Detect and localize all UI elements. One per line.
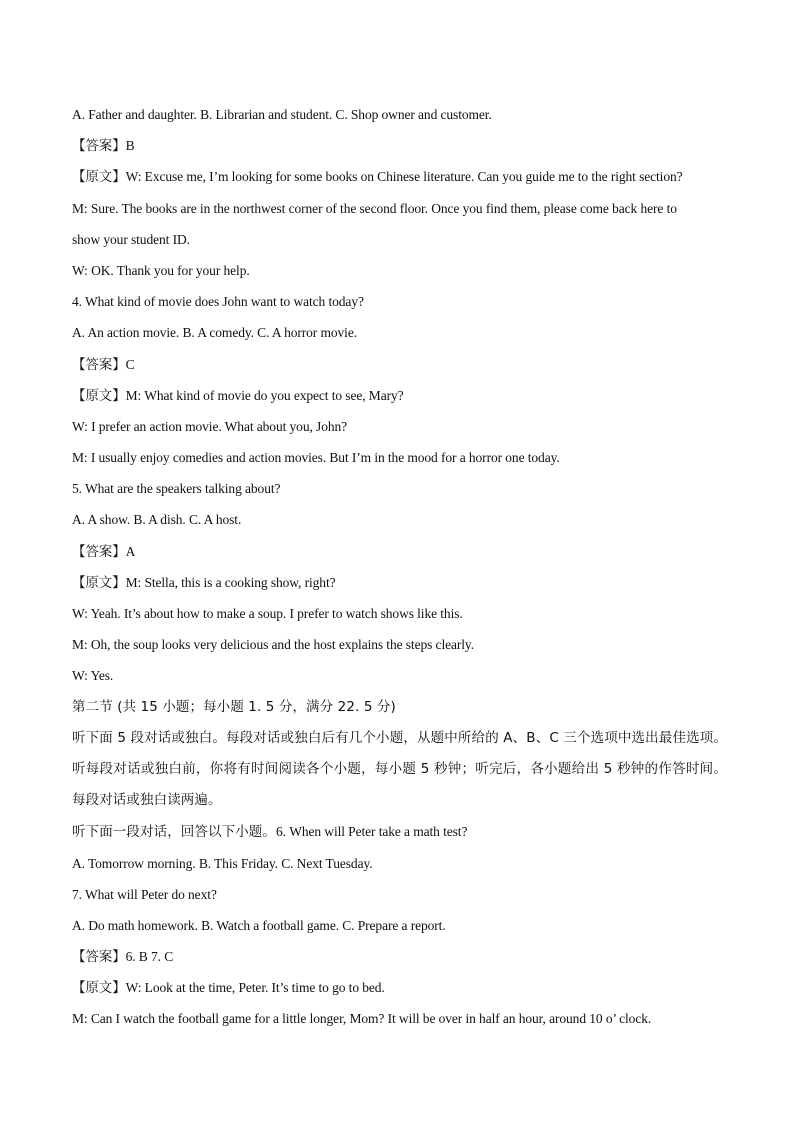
option-line: A. An action movie. B. A comedy. C. A horror movie. — [72, 325, 357, 341]
option-line: A. Father and daughter. B. Librarian and student. C. Shop owner and customer. — [72, 107, 492, 122]
question-line: 5. What are the speakers talking about? — [72, 481, 281, 497]
answer-line — [72, 130, 727, 161]
transcript-line — [72, 380, 727, 411]
transcript-tag: 【原文】 — [72, 169, 126, 186]
answer-tag: 【答案】 — [72, 356, 126, 373]
section-heading: 第二节 (共 15 小题；每小题 1. 5 分，满分 22. 5 分) — [72, 698, 396, 715]
transcript-line — [72, 972, 727, 1003]
transcript-line — [72, 567, 727, 598]
transcript-text: W: Look at the time, Peter. It’s time to go to bed. — [125, 980, 385, 996]
answer-line — [72, 349, 727, 380]
transcript-text: M: What kind of movie do you expect to see, Mary? — [125, 387, 404, 403]
dialogue-line: M: Sure. The books are in the northwest corner of the second floor. Once you find them, please come back here to — [72, 200, 677, 216]
question-line: 4. What kind of movie does John want to watch today? — [72, 294, 364, 310]
dialogue-line: W: Yeah. It’s about how to make a soup. I prefer to watch shows like this. — [72, 606, 463, 621]
transcript-line — [72, 161, 727, 192]
answer-tag: 【答案】 — [72, 949, 126, 966]
dialogue-line: M: I usually enjoy comedies and action movies. But I’m in the mood for a horror one today. — [72, 450, 560, 466]
dialogue-line: M: Oh, the soup looks very delicious and the host explains the steps clearly. — [72, 637, 474, 653]
dialogue-line: M: Can I watch the football game for a little longer, Mom? It will be over in half an hour, around 10 o’ clock. — [72, 1011, 652, 1027]
question-text: 6. When will Peter take a math test? — [276, 824, 468, 840]
answer-value: B — [125, 138, 135, 154]
transcript-text: W: Excuse me, I’m looking for some books on Chinese literature. Can you guide me to the right section? — [125, 169, 683, 185]
question-line — [72, 816, 727, 847]
answer-line — [72, 536, 727, 567]
dialogue-line: W: Yes. — [72, 668, 114, 684]
document-page — [72, 99, 727, 1035]
transcript-tag: 【原文】 — [72, 574, 126, 591]
dialogue-line: show your student ID. — [72, 231, 190, 247]
dialogue-line: W: I prefer an action movie. What about you, John? — [72, 418, 348, 434]
transcript-tag: 【原文】 — [72, 387, 126, 404]
option-line: A. Tomorrow morning. B. This Friday. C. Next Tuesday. — [72, 855, 373, 871]
answer-line — [72, 941, 727, 972]
answer-value: C — [125, 356, 135, 372]
answer-value: 6. B 7. C — [125, 949, 174, 965]
transcript-tag: 【原文】 — [72, 980, 126, 997]
answer-tag: 【答案】 — [72, 543, 126, 560]
option-line: A. A show. B. A dish. C. A host. — [72, 512, 242, 528]
section-instructions: 听下面 5 段对话或独白。每段对话或独白后有几个小题，从题中所给的 A、B、C 三个选项中选出最佳选项。听每段对话或独白前，你将有时间阅读各个小题，每小题 5 秒钟；听完后，各小题给出 5 秒钟的作答时间。每段对话或独白读两遍。 — [72, 729, 727, 809]
transcript-text: M: Stella, this is a cooking show, right? — [125, 574, 336, 590]
answer-tag: 【答案】 — [72, 138, 126, 155]
dialogue-line: W: OK. Thank you for your help. — [72, 262, 250, 278]
question-line: 7. What will Peter do next? — [72, 886, 217, 902]
option-line: A. Do math homework. B. Watch a football game. C. Prepare a report. — [72, 917, 446, 933]
listening-prompt: 听下面一段对话，回答以下小题。 — [72, 824, 276, 841]
answer-value: A — [125, 543, 136, 559]
